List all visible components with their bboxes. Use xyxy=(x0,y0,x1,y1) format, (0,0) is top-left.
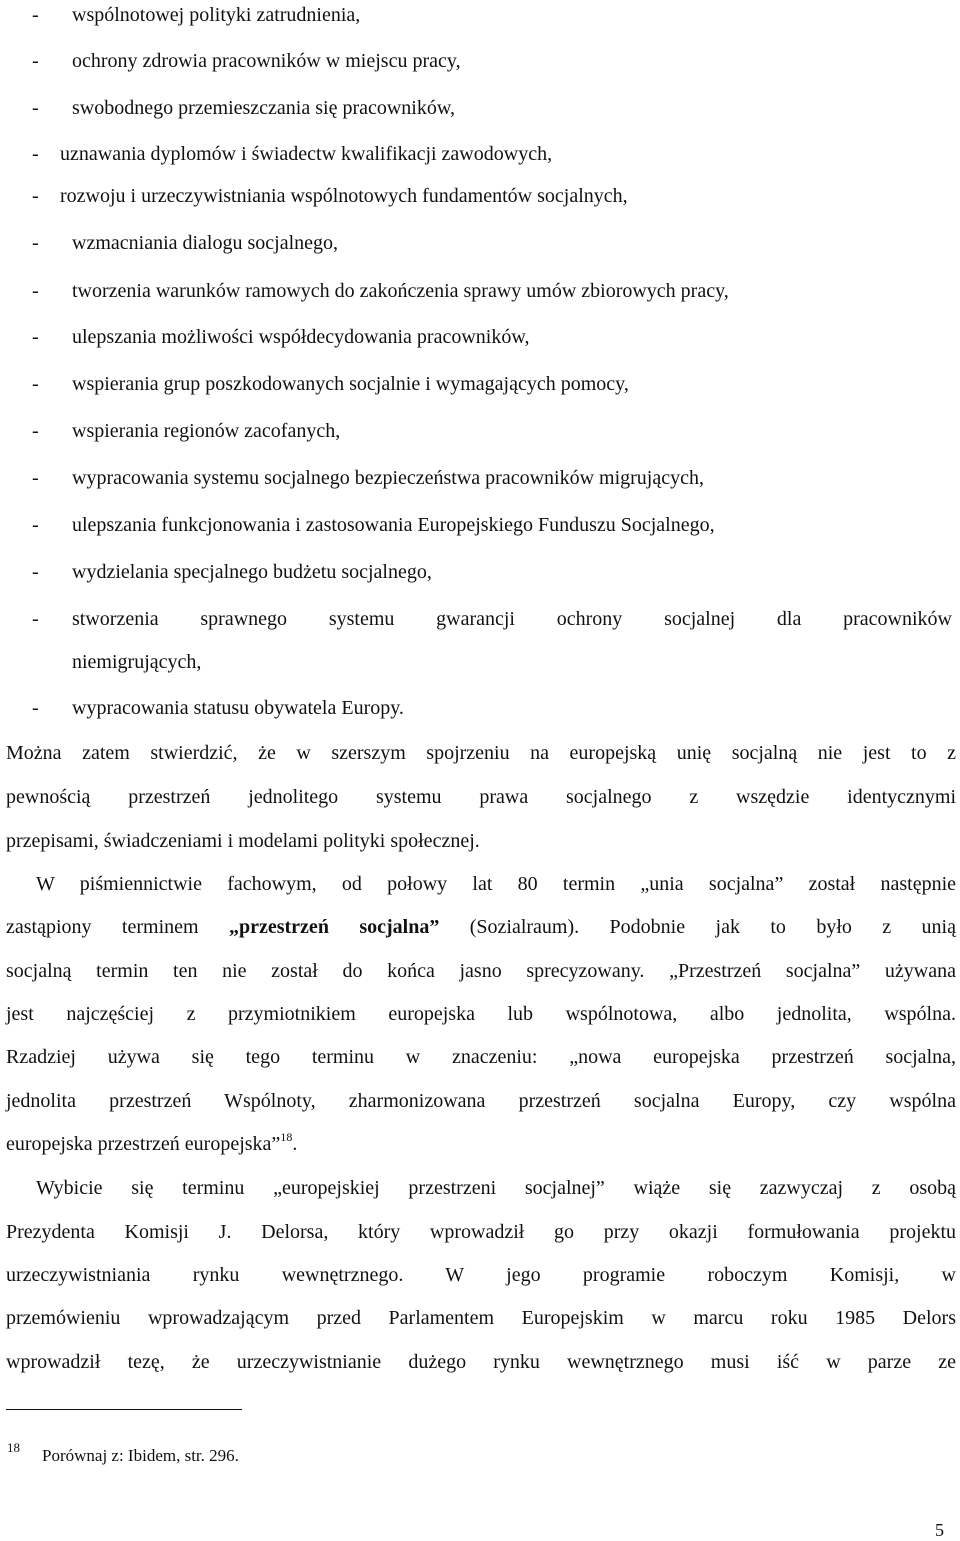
text-line: Prezydenta Komisji J. Delorsa, który wprowadził go przy okazji formułowania projektu xyxy=(6,1221,956,1243)
text-line: przemówieniu wprowadzającym przed Parlamentem Europejskim w marcu roku 1985 Delors xyxy=(6,1307,956,1329)
text-line: urzeczywistniania rynku wewnętrznego. W jego programie roboczym Komisji, w xyxy=(6,1264,956,1286)
list-item xyxy=(0,46,956,76)
text-line xyxy=(6,1129,956,1159)
list-item xyxy=(0,139,956,169)
list-dash: - xyxy=(32,185,39,207)
list-item xyxy=(0,276,956,306)
list-dash: - xyxy=(32,420,39,442)
list-item-text: wspierania regionów zacofanych, xyxy=(72,420,341,442)
list-dash: - xyxy=(32,50,39,72)
footnote-separator xyxy=(6,1409,242,1410)
list-item-text: uznawania dyplomów i świadectw kwalifikacji zawodowych, xyxy=(60,143,553,165)
list-item-text: ulepszania funkcjonowania i zastosowania Europejskiego Funduszu Socjalnego, xyxy=(72,514,715,536)
text-line: przepisami, świadczeniami i modelami polityki społecznej. xyxy=(6,830,480,852)
list-item-text: swobodnego przemieszczania się pracowników, xyxy=(72,97,456,119)
list-item xyxy=(0,693,956,723)
list-item xyxy=(0,322,956,352)
list-item-text: tworzenia warunków ramowych do zakończenia sprawy umów zbiorowych pracy, xyxy=(72,280,729,302)
list-dash: - xyxy=(32,697,39,719)
text-line: socjalną termin ten nie został do końca jasno sprecyzowany. „Przestrzeń socjalna” używana xyxy=(6,960,956,982)
footnote-text: Porównaj z: Ibidem, str. 296. xyxy=(42,1446,239,1465)
list-dash: - xyxy=(32,608,39,630)
list-item xyxy=(0,510,956,540)
list-item xyxy=(0,557,956,587)
list-item-continuation: niemigrujących, xyxy=(72,651,202,673)
list-item xyxy=(0,181,956,211)
list-item-text: wzmacniania dialogu socjalnego, xyxy=(72,232,339,254)
list-item-text: wspólnotowej polityki zatrudnienia, xyxy=(72,4,361,26)
text-line: Wybicie się terminu „europejskiej przestrzeni socjalnej” wiąże się zazwyczaj z osobą xyxy=(36,1177,956,1199)
bold-term: „przestrzeń socjalna” xyxy=(228,916,440,938)
list-dash: - xyxy=(32,514,39,536)
list-item xyxy=(0,416,956,446)
text-run: (Sozialraum). Podobnie jak to było z unią xyxy=(439,916,956,938)
text-line xyxy=(6,912,956,942)
list-item-text: stworzenia sprawnego systemu gwarancji ochrony socjalnej dla pracowników xyxy=(72,608,952,630)
text-line: wprowadził tezę, że urzeczywistnianie dużego rynku wewnętrznego musi iść w parze ze xyxy=(6,1351,956,1373)
list-item xyxy=(0,369,956,399)
list-dash: - xyxy=(32,467,39,489)
list-item-text: rozwoju i urzeczywistniania wspólnotowych fundamentów socjalnych, xyxy=(60,185,628,207)
text-line: jest najczęściej z przymiotnikiem europejska lub wspólnotowa, albo jednolita, wspólna. xyxy=(6,1003,956,1025)
list-item-text: wspierania grup poszkodowanych socjalnie i wymagających pomocy, xyxy=(72,373,629,395)
list-dash: - xyxy=(32,232,39,254)
list-item-text: wypracowania statusu obywatela Europy. xyxy=(72,697,404,719)
list-dash: - xyxy=(32,97,39,119)
list-item xyxy=(0,228,956,258)
list-item-text: wydzielania specjalnego budżetu socjalnego, xyxy=(72,561,432,583)
footnote-number: 18 xyxy=(7,1440,20,1455)
list-dash: - xyxy=(32,561,39,583)
text-run: . xyxy=(292,1133,298,1155)
list-dash: - xyxy=(32,143,39,165)
list-dash: - xyxy=(32,280,39,302)
footnote-reference: 18 xyxy=(280,1130,293,1144)
text-line: pewnością przestrzeń jednolitego systemu prawa socjalnego z wszędzie identycznymi xyxy=(6,786,956,808)
text-line: Można zatem stwierdzić, że w szerszym spojrzeniu na europejską unię socjalną nie jest to z xyxy=(6,742,956,764)
list-item xyxy=(0,0,956,30)
text-line: W piśmiennictwie fachowym, od połowy lat 80 termin „unia socjalna” został następnie xyxy=(36,873,956,895)
list-dash: - xyxy=(32,373,39,395)
list-item-text: wypracowania systemu socjalnego bezpieczeństwa pracowników migrujących, xyxy=(72,467,704,489)
text-line: Rzadziej używa się tego terminu w znaczeniu: „nowa europejska przestrzeń socjalna, xyxy=(6,1046,956,1068)
list-dash: - xyxy=(32,4,39,26)
list-item xyxy=(0,93,956,123)
page-number: 5 xyxy=(935,1520,944,1540)
text-run: zastąpiony terminem xyxy=(6,916,229,938)
list-dash: - xyxy=(32,326,39,348)
text-line: jednolita przestrzeń Wspólnoty, zharmonizowana przestrzeń socjalna Europy, czy wspólna xyxy=(6,1090,956,1112)
text-run: europejska przestrzeń europejska” xyxy=(6,1133,281,1155)
list-item xyxy=(0,463,956,493)
list-item-text: ochrony zdrowia pracowników w miejscu pracy, xyxy=(72,50,461,72)
list-item-text: ulepszania możliwości współdecydowania pracowników, xyxy=(72,326,530,348)
list-item xyxy=(0,604,956,634)
